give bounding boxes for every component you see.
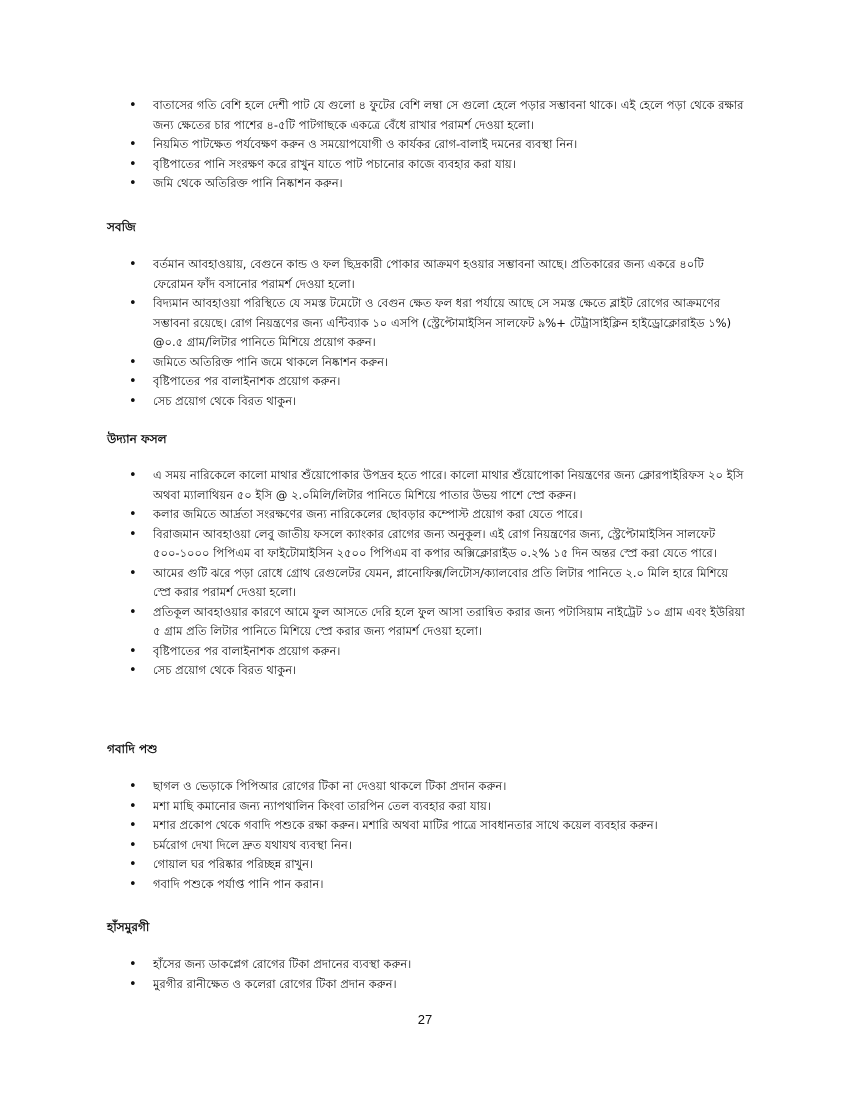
bullet-list <box>107 777 747 894</box>
bullet-list <box>107 255 747 411</box>
bullet-list <box>107 955 747 994</box>
list-item: • জমিতে অতিরিক্ত পানি জমে থাকলে নিষ্কাশন করুন। <box>107 353 747 373</box>
list-item: • হাঁসের জন্য ডাকপ্লেগ রোগের টিকা প্রদানের ব্যবস্থা করুন। <box>107 955 747 975</box>
section-heading-poultry: হাঁসমুরগী <box>107 920 150 934</box>
list-item: • বৃষ্টিপাতের পানি সংরক্ষণ করে রাখুন যাতে পাট পচানোর কাজে ব্যবহার করা যায়। <box>107 155 747 175</box>
list-item: • সেচ প্রয়োগ থেকে বিরত থাকুন। <box>107 661 747 681</box>
list-item: • ছাগল ও ভেড়াকে পিপিআর রোগের টিকা না দেওয়া থাকলে টিকা প্রদান করুন। <box>107 777 747 797</box>
list-item: • গবাদি পশুকে পর্যাপ্ত পানি পান করান। <box>107 875 747 895</box>
section-heading-horticulture: উদ্যান ফসল <box>107 432 167 446</box>
bullet-list <box>107 96 747 194</box>
section-vegetables <box>107 255 747 411</box>
list-item: • চর্মরোগ দেখা দিলে দ্রুত যথাযথ ব্যবস্থা নিন। <box>107 836 747 856</box>
section-heading-livestock: গবাদি পশু <box>107 742 158 756</box>
list-item: • মুরগীর রানীক্ষেত ও কলেরা রোগের টিকা প্রদান করুন। <box>107 975 747 995</box>
list-item: • কলার জমিতে আর্দ্রতা সংরক্ষণের জন্য নারিকেলের ছোবড়ার কম্পোস্ট প্রয়োগ করা যেতে পারে। <box>107 505 747 525</box>
list-item: • জমি থেকে অতিরিক্ত পানি নিষ্কাশন করুন। <box>107 174 747 194</box>
list-item: • বাতাসের গতি বেশি হলে দেশী পাট যে গুলো ৪ ফুটের বেশি লম্বা সে গুলো হেলে পড়ার সম্ভাবনা থাকে। এই হেলে পড়া থেকে রক্ষার জন্য ক্ষেতের চার পাশের ৪-৫টি পাটগাছকে একত্রে বেঁধে রাখার পরামর্শ দেওয়া হলো। <box>107 96 747 135</box>
section-livestock <box>107 777 747 894</box>
list-item: • প্রতিকূল আবহাওয়ার কারণে আমে ফুল আসতে দেরি হলে ফুল আসা তরান্বিত করার জন্য পটাসিয়াম নাইট্রেট ১০ গ্রাম এবং ইউরিয়া ৫ গ্রাম প্রতি লিটার পানিতে মিশিয়ে স্প্রে করার জন্য পরামর্শ দেওয়া হলো। <box>107 603 747 642</box>
list-item: • এ সময় নারিকেলে কালো মাথার শুঁয়োপোকার উপদ্রব হতে পারে। কালো মাথার শুঁয়োপোকা নিয়ন্ত্রণের জন্য ক্লোরপাইরিফস ২০ ইসি অথবা ম্যালাথিয়ন ৫০ ইসি @ ২.০মিলি/লিটার পানিতে মিশিয়ে পাতার উভয় পাশে স্প্রে করুন। <box>107 466 747 505</box>
list-item: • বর্তমান আবহাওয়ায়, বেগুনে কান্ড ও ফল ছিদ্রকারী পোকার আক্রমণ হওয়ার সম্ভাবনা আছে। প্রতিকারের জন্য একরে ৪০টি ফেরোমন ফাঁদ বসানোর পরামর্শ দেওয়া হলো। <box>107 255 747 294</box>
section-horticulture <box>107 466 747 681</box>
list-item: • বিদ্যমান আবহাওয়া পরিস্থিতে যে সমস্ত টমেটো ও বেগুন ক্ষেত ফল ধরা পর্যায়ে আছে সে সমস্ত ক্ষেতে ব্লাইট রোগের আক্রমণের সম্ভাবনা রয়েছে। রোগ নিয়ন্ত্রণের জন্য এন্টিব্যাক ১০ এসপি (স্ট্রেপ্টোমাইসিন সালফেট ৯%+ টেট্রাসাইক্লিন হাইড্রোক্লোরাইড ১%) @০.৫ গ্রাম/লিটার পানিতে মিশিয়ে প্রয়োগ করুন। <box>107 294 747 353</box>
list-item: • বৃষ্টিপাতের পর বালাইনাশক প্রয়োগ করুন। <box>107 642 747 662</box>
list-item: • মশার প্রকোপ থেকে গবাদি পশুকে রক্ষা করুন। মশারি অথবা মাটির পাত্রে সাবধানতার সাথে কয়েল ব্যবহার করুন। <box>107 816 747 836</box>
list-item: • আমের গুটি ঝরে পড়া রোধে গ্রোথ রেগুলেটর যেমন, প্লানোফিক্স/লিটোস/ক্যালবোর প্রতি লিটার পানিতে ২.০ মিলি হারে মিশিয়ে স্প্রে করার পরামর্শ দেওয়া হলো। <box>107 564 747 603</box>
list-item: • বিরাজমান আবহাওয়া লেবু জাতীয় ফসলে ক্যাংকার রোগের জন্য অনুকূল। এই রোগ নিয়ন্ত্রণের জন্য, স্ট্রেপ্টোমাইসিন সালফেট ৫০০-১০০০ পিপিএম বা ফাইটোমাইসিন ২৫০০ পিপিএম বা কপার অক্সিক্লোরাইড ০.২% ১৫ দিন অন্তর স্প্রে করা যেতে পারে। <box>107 525 747 564</box>
page-number: 27 <box>417 1012 433 1027</box>
list-item: • সেচ প্রয়োগ থেকে বিরত থাকুন। <box>107 392 747 412</box>
bullet-list <box>107 466 747 681</box>
list-item: • মশা মাছি কমানোর জন্য ন্যাপথালিন কিংবা তারপিন তেল ব্যবহার করা যায়। <box>107 797 747 817</box>
section-poultry <box>107 955 747 994</box>
list-item: • গোয়াল ঘর পরিষ্কার পরিচ্ছন্ন রাখুন। <box>107 855 747 875</box>
section-heading-vegetables: সবজি <box>107 220 136 234</box>
list-item: • নিয়মিত পাটক্ষেত পর্যবেক্ষণ করুন ও সময়োপযোগী ও কার্যকর রোগ-বালাই দমনের ব্যবস্থা নিন। <box>107 135 747 155</box>
section-jute-continued <box>107 96 747 194</box>
list-item: • বৃষ্টিপাতের পর বালাইনাশক প্রয়োগ করুন। <box>107 372 747 392</box>
